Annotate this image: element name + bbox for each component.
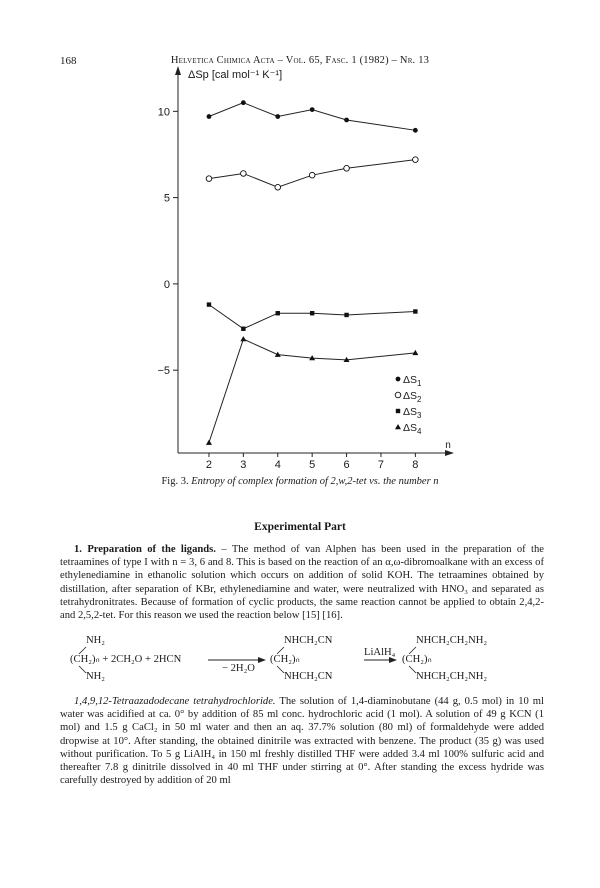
data-point	[413, 309, 417, 313]
reactant-mid: (CH₂)ₙ + 2CH₂O + 2HCN	[70, 654, 182, 665]
x-tick-label: 4	[274, 459, 281, 471]
data-point	[344, 313, 348, 317]
paragraph-text: – The method of van Alphen has been used in the preparation of the tetraamines of type I with n = 3, 6 and 8. This is based on the reaction of an α,ω-dibromoalkane with an excess of ethylenediamine in ethanolic solution which occurs on addition of solid KOH. The tetraamines obtained by distillation, after separation of KBr, ethylenediamine and water, were neutralized with HNO₃ and separated as tetrahydronitrates. Because of formation of cyclic products, the same reaction cannot be applied to obtain 2,4,2- and 2,5,2-tet. For this reason we used the reaction below [15] [16].	[60, 544, 545, 622]
data-point	[395, 392, 401, 398]
x-tick-label: 6	[343, 459, 350, 471]
data-point	[275, 114, 280, 119]
x-tick-label: 2	[205, 459, 213, 471]
y-tick-label: 5	[163, 192, 170, 205]
bond-line	[409, 666, 416, 673]
data-point	[413, 157, 419, 163]
y-tick-label: 0	[163, 278, 170, 291]
series-line-1	[209, 103, 415, 131]
data-point	[310, 107, 315, 112]
x-tick-label: 3	[240, 459, 247, 471]
running-head: Helvetica Chimica Acta – Vol. 65, Fasc. 1 (1982) – Nr. 13	[170, 55, 430, 66]
y-axis-arrow	[175, 66, 181, 75]
data-point	[344, 165, 350, 171]
paragraph-heading: 1. Preparation of the ligands.	[74, 544, 216, 555]
data-point	[309, 172, 315, 178]
x-tick-label: 5	[309, 459, 316, 471]
product-top: NHCH₂CH₂NH₂	[416, 635, 488, 646]
caption-text: Entropy of complex formation of 2,w,2-tet vs. the number n	[191, 476, 439, 487]
reactant-bottom: NH₂	[86, 671, 105, 682]
y-axis-label: ΔSp [cal mol⁻¹ K⁻¹]	[188, 69, 283, 81]
data-point	[207, 302, 211, 306]
section-title: Experimental Part	[254, 521, 346, 533]
data-point	[395, 424, 401, 429]
reaction-scheme	[70, 635, 540, 685]
reactant-top: NH₂	[86, 635, 105, 646]
data-point	[344, 118, 349, 123]
arrow-head-1	[258, 657, 266, 663]
data-point	[310, 311, 314, 315]
arrow-label-1: − 2H₂O	[222, 663, 255, 674]
legend-entry: $\Delta S_3$	[403, 406, 422, 420]
data-point	[396, 409, 400, 413]
series-line-3	[209, 305, 415, 329]
arrow-label-2: LiAlH₄	[364, 647, 396, 658]
data-point	[206, 176, 212, 182]
y-tick-label: 10	[157, 106, 170, 119]
intermediate-bottom: NHCH₂CN	[284, 671, 333, 682]
data-point	[241, 171, 247, 177]
x-tick-label: 7	[377, 459, 385, 471]
legend-entry: $\Delta S_4$	[403, 422, 422, 436]
bond-line	[79, 666, 86, 673]
caption-label: Fig. 3.	[161, 476, 189, 487]
intermediate-mid: (CH₂)ₙ	[270, 654, 300, 665]
legend-entry: $\Delta S_1$	[403, 374, 422, 388]
data-point	[241, 327, 245, 331]
data-point	[240, 336, 246, 341]
y-tick-label: −5	[157, 365, 170, 378]
compound-name: 1,4,9,12-Tetraazadodecane tetrahydrochloride.	[74, 696, 276, 707]
intermediate-top: NHCH₂CN	[284, 635, 333, 646]
x-tick-label: 8	[412, 459, 419, 471]
page-number: 168	[60, 55, 77, 67]
data-point	[413, 128, 418, 133]
product-mid: (CH₂)ₙ	[402, 654, 432, 665]
bond-line	[277, 666, 284, 673]
series-line-4	[209, 339, 415, 443]
data-point	[275, 184, 281, 190]
paragraph-synthesis	[60, 695, 544, 787]
legend-entry: $\Delta S_2$	[403, 390, 422, 404]
x-axis-label: n	[445, 440, 451, 451]
paragraph-preparation	[60, 543, 544, 622]
data-point	[412, 350, 418, 355]
product-bottom: NHCH₂CH₂NH₂	[416, 671, 488, 682]
data-point	[206, 440, 212, 445]
figure-caption	[60, 476, 540, 487]
synthesis-text: The solution of 1,4-diaminobutane (44 g, 0.5 mol) in 10 ml water was acidified at ca. 0° by addition of 85 ml conc. hydrochloric acid (1 mol). A solution of 49 g KCN (1 mol) and 1.5 g CaCl₂ in 50 ml water and then an aq. 37.7% solution (80 ml) of formaldehyde were added dropwise at 10°. After standing, the obtained dinitrile was extracted with benzene. The product (35 g) was used without purification. To 5 g LiAlH₄ in 150 ml freshly distilled THF were added 3.4 ml 100% sulfuric acid and thereafter 7.8 g dinitrile dissolved in 40 ml THF under stirring at 0°. After standing the excess hydride was carefully destroyed by addition of 20 ml	[60, 696, 544, 787]
data-point	[396, 377, 401, 382]
data-point	[241, 100, 246, 105]
data-point	[207, 114, 212, 119]
data-point	[276, 311, 280, 315]
